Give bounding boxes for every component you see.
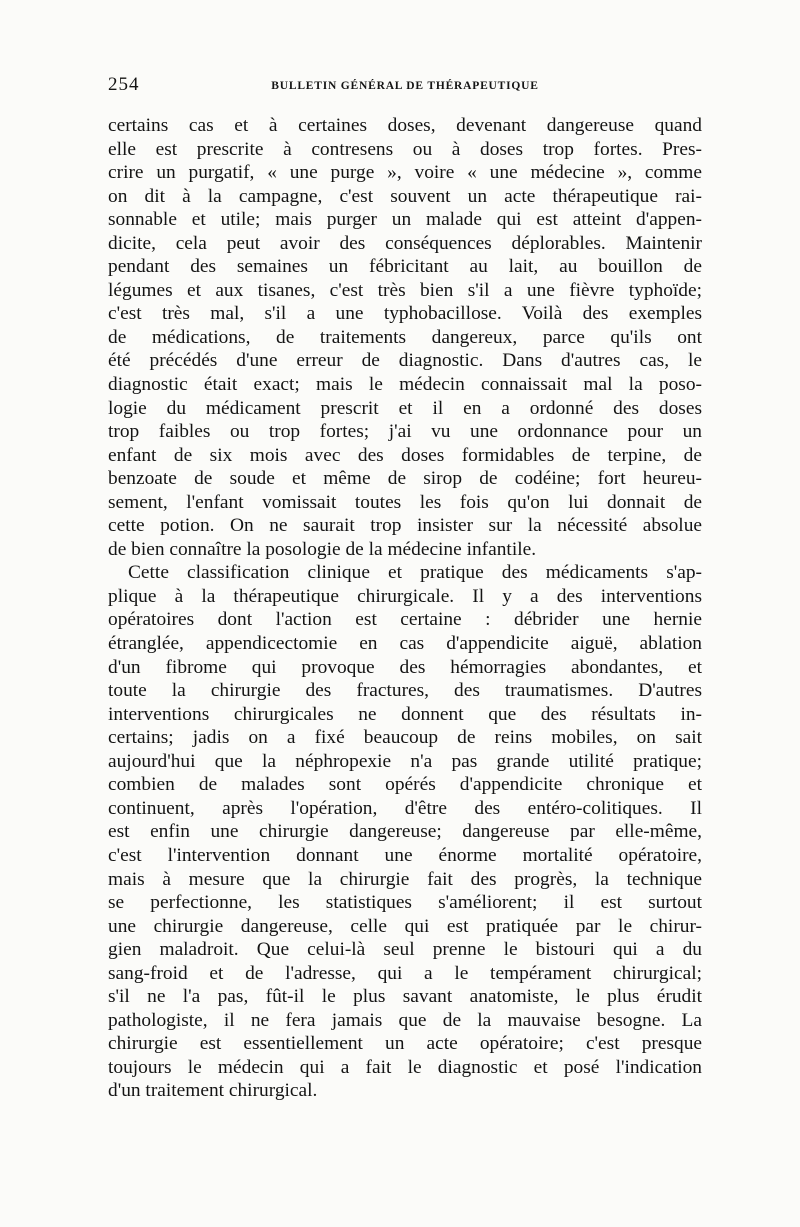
running-head — [108, 74, 702, 102]
text-line: mais à mesure que la chirurgie fait des progrès, la technique — [108, 868, 702, 890]
text-line: on dit à la campagne, c'est souvent un acte thérapeutique rai- — [108, 185, 702, 207]
text-line: toujours le médecin qui a fait le diagnostic et posé l'indication — [108, 1056, 702, 1078]
text-line: elle est prescrite à contresens ou à doses trop fortes. Pres- — [108, 138, 702, 160]
text-line: dicite, cela peut avoir des conséquences déplorables. Maintenir — [108, 232, 702, 254]
text-line: opératoires dont l'action est certaine : débrider une hernie — [108, 609, 702, 631]
text-line: légumes et aux tisanes, c'est très bien s'il a une fièvre typhoïde; — [108, 279, 702, 301]
text-line: cette potion. On ne saurait trop insister sur la nécessité absolue — [108, 515, 702, 537]
text-line: de médications, de traitements dangereux, parce qu'ils ont — [108, 326, 702, 348]
text-line: continuent, après l'opération, d'être des entéro-colitiques. Il — [108, 797, 702, 819]
text-line: été précédés d'une erreur de diagnostic. Dans d'autres cas, le — [108, 350, 702, 372]
text-line: gien maladroit. Que celui-là seul prenne le bistouri qui a du — [108, 939, 702, 961]
text-line: plique à la thérapeutique chirurgicale. Il y a des interventions — [108, 585, 702, 607]
text-line: certains cas et à certaines doses, devenant dangereuse quand — [108, 115, 702, 136]
text-line: interventions chirurgicales ne donnent que des résultats in- — [108, 703, 702, 725]
book-page — [108, 74, 702, 1103]
text-line: trop faibles ou trop fortes; j'ai vu une ordonnance pour un — [108, 421, 702, 443]
text-line: pendant des semaines un fébricitant au lait, au bouillon de — [108, 256, 702, 278]
text-line: combien de malades sont opérés d'appendicite chronique et — [108, 774, 702, 796]
text-line: se perfectionne, les statistiques s'améliorent; il est surtout — [108, 892, 702, 914]
text-line: sement, l'enfant vomissait toutes les fois qu'on lui donnait de — [108, 491, 702, 513]
text-line: pathologiste, il ne fera jamais que de la mauvaise besogne. La — [108, 1009, 702, 1031]
text-line: logie du médicament prescrit et il en a ordonné des doses — [108, 397, 702, 419]
text-line: certains; jadis on a fixé beaucoup de reins mobiles, on sait — [108, 727, 702, 749]
text-line: aujourd'hui que la néphropexie n'a pas grande utilité pratique; — [108, 750, 702, 772]
page-number: 254 — [108, 74, 140, 95]
text-line: sonnable et utile; mais purger un malade qui est atteint d'appen- — [108, 209, 702, 231]
text-line: une chirurgie dangereuse, celle qui est pratiquée par le chirur- — [108, 915, 702, 937]
text-line: benzoate de soude et même de sirop de codéine; fort heureu- — [108, 468, 702, 490]
text-line: sang-froid et de l'adresse, qui a le tempérament chirurgical; — [108, 962, 702, 984]
running-title: BULLETIN GÉNÉRAL DE THÉRAPEUTIQUE — [271, 80, 539, 92]
paragraph — [108, 561, 702, 1103]
body-text — [108, 114, 702, 1103]
text-line: diagnostic était exact; mais le médecin connaissait mal la poso- — [108, 374, 702, 396]
text-line: toute la chirurgie des fractures, des traumatismes. D'autres — [108, 680, 702, 702]
text-line: crire un purgatif, « une purge », voire « une médecine », comme — [108, 162, 702, 184]
text-line: de bien connaître la posologie de la médecine infantile. — [108, 538, 537, 560]
text-line: étranglée, appendicectomie en cas d'appendicite aiguë, ablation — [108, 633, 702, 655]
text-line: d'un traitement chirurgical. — [108, 1080, 318, 1102]
paragraph — [108, 114, 702, 561]
text-line: est enfin une chirurgie dangereuse; dangereuse par elle-même, — [108, 821, 702, 843]
text-line: c'est l'intervention donnant une énorme mortalité opératoire, — [108, 844, 702, 866]
text-line: chirurgie est essentiellement un acte opératoire; c'est presque — [108, 1033, 702, 1055]
text-line: enfant de six mois avec des doses formidables de terpine, de — [108, 444, 702, 466]
text-line: d'un fibrome qui provoque des hémorragies abondantes, et — [108, 656, 702, 678]
text-line: Cette classification clinique et pratique des médicaments s'ap- — [128, 562, 702, 584]
text-line: s'il ne l'a pas, fût-il le plus savant anatomiste, le plus érudit — [108, 986, 702, 1008]
text-line: c'est très mal, s'il a une typhobacillose. Voilà des exemples — [108, 303, 702, 325]
